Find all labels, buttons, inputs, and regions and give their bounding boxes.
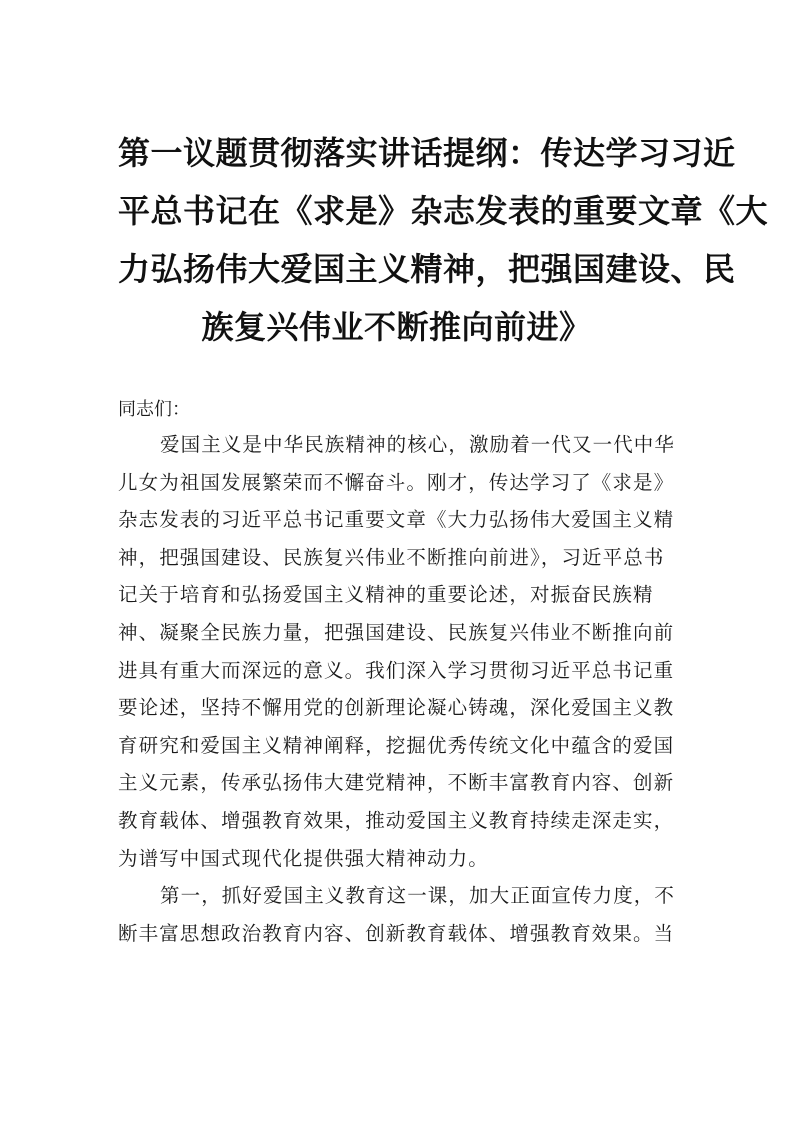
paragraph-line: 儿女为祖国发展繁荣而不懈奋斗。刚才，传达学习了《求是》 — [118, 470, 675, 494]
paragraph-line: 主义元素，传承弘扬伟大建党精神，不断丰富教育内容、创新 — [118, 771, 675, 795]
title-line-3: 力弘扬伟大爱国主义精神，把强国建设、民 — [118, 250, 736, 288]
paragraph-line: 要论述，坚持不懈用党的创新理论凝心铸魂，深化爱国主义教 — [118, 696, 675, 720]
paragraph-line: 育研究和爱国主义精神阐释，挖掘优秀传统文化中蕴含的爱国 — [118, 733, 675, 757]
paragraph-line: 神、凝聚全民族力量，把强国建设、民族复兴伟业不断推向前 — [118, 620, 675, 644]
document-title — [118, 124, 769, 356]
title-line-2: 平总书记在《求是》杂志发表的重要文章《大 — [118, 192, 769, 230]
salutation: 同志们： — [118, 399, 190, 420]
paragraph-line: 爱国主义是中华民族精神的核心，激励着一代又一代中华 — [160, 433, 676, 456]
paragraph-line: 进具有重大而深远的意义。我们深入学习贯彻习近平总书记重 — [118, 658, 675, 682]
paragraph-1 — [118, 426, 678, 877]
document-body — [118, 393, 678, 952]
paragraph-line: 神，把强国建设、民族复兴伟业不断推向前进》，习近平总书 — [118, 545, 665, 569]
paragraph-line: 第一，抓好爱国主义教育这一课，加大正面宣传力度，不 — [160, 884, 676, 908]
paragraph-line: 为谱写中国式现代化提供强大精神动力。 — [118, 846, 489, 870]
title-line-1: 第一议题贯彻落实讲话提纲：传达学习习近 — [118, 134, 736, 172]
paragraph-line: 断丰富思想政治教育内容、创新教育载体、增强教育效果。当 — [118, 921, 675, 945]
paragraph-line: 记关于培育和弘扬爱国主义精神的重要论述，对振奋民族精 — [118, 583, 654, 607]
paragraph-line: 教育载体、增强教育效果，推动爱国主义教育持续走深走实， — [118, 808, 675, 832]
paragraph-line: 杂志发表的习近平总书记重要文章《大力弘扬伟大爱国主义精 — [118, 508, 675, 532]
paragraph-2 — [118, 877, 678, 952]
title-line-4: 族复兴伟业不断推向前进》 — [201, 308, 592, 346]
